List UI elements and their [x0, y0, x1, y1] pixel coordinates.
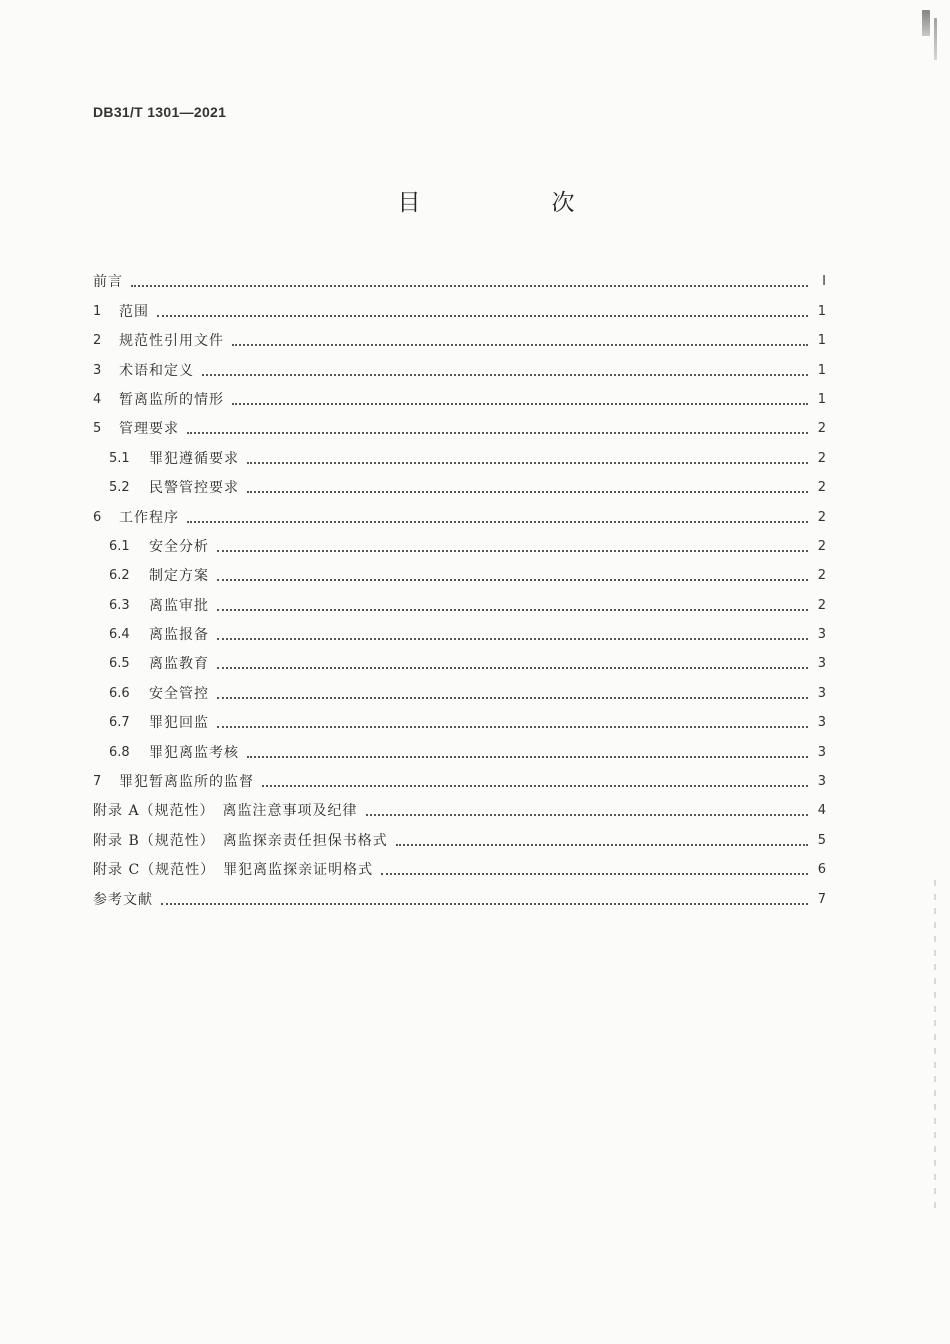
toc-entry[interactable] — [93, 380, 826, 409]
toc-entry[interactable] — [93, 850, 826, 879]
toc-entry[interactable] — [93, 615, 826, 644]
toc-entry-page: 3 — [817, 744, 826, 760]
toc-dot-leader — [217, 608, 808, 611]
toc-entry-label: 范围 — [119, 303, 149, 320]
toc-entry-page: 1 — [817, 303, 826, 319]
toc-entry-number: 6.2 — [109, 568, 130, 584]
toc-entry-label: 离监报备 — [149, 627, 209, 644]
toc-entry-page: 4 — [817, 803, 826, 819]
toc-entry[interactable] — [93, 791, 826, 820]
toc-entry[interactable] — [93, 820, 826, 849]
toc-entry-page: 3 — [817, 685, 826, 701]
toc-entry-page: 5 — [817, 832, 826, 848]
toc-entry-number: 2 — [93, 333, 102, 349]
toc-dot-leader — [247, 755, 808, 758]
toc-entry-label: 民警管控要求 — [149, 480, 239, 497]
toc-dot-leader — [217, 637, 808, 640]
toc-entry-number: 6.5 — [109, 656, 130, 672]
scan-mark — [922, 10, 930, 36]
toc-entry-page: 2 — [817, 480, 826, 496]
toc-entry-page: 2 — [817, 509, 826, 525]
toc-entry-page: Ⅰ — [822, 274, 826, 290]
toc-entry[interactable] — [93, 291, 826, 320]
toc-dot-leader — [187, 520, 808, 523]
toc-entry[interactable] — [93, 409, 826, 438]
toc-dot-leader — [247, 490, 808, 493]
toc-entry-number: 6.3 — [109, 597, 130, 613]
toc-entry-label: 管理要求 — [119, 421, 179, 438]
toc-dot-leader — [187, 431, 808, 434]
toc-entry[interactable] — [93, 497, 826, 526]
toc-entry-number: 6.6 — [109, 685, 130, 701]
toc-entry-page: 3 — [817, 656, 826, 672]
toc-entry-number: 5 — [93, 421, 102, 437]
toc-entry[interactable] — [93, 762, 826, 791]
toc-dot-leader — [262, 784, 808, 787]
toc-entry[interactable] — [93, 350, 826, 379]
toc-dot-leader — [217, 696, 808, 699]
toc-entry-label: 前言 — [93, 274, 123, 291]
toc-dot-leader — [157, 314, 808, 317]
toc-entry[interactable] — [93, 644, 826, 673]
toc-entry-number: 6 — [93, 509, 102, 525]
toc-entry-number: 4 — [93, 391, 102, 407]
toc-entry-number: 6.8 — [109, 744, 130, 760]
toc-entry[interactable] — [93, 556, 826, 585]
toc-entry-label: 附录 C（规范性） 罪犯离监探亲证明格式 — [93, 862, 374, 879]
toc-dot-leader — [366, 813, 808, 816]
toc-entry-number: 5.2 — [109, 480, 130, 496]
toc-entry-page: 2 — [817, 568, 826, 584]
document-code: DB31/T 1301—2021 — [93, 104, 227, 120]
toc-entry-number: 7 — [93, 774, 102, 790]
toc-entry-label: 暂离监所的情形 — [119, 391, 224, 408]
toc-dot-leader — [232, 402, 808, 405]
toc-dot-leader — [161, 902, 808, 905]
toc-entry-number: 6.1 — [109, 538, 130, 554]
toc-entry-page: 1 — [817, 362, 826, 378]
toc-entry-number: 3 — [93, 362, 102, 378]
toc-entry-label: 离监教育 — [149, 656, 209, 673]
toc-entry-label: 制定方案 — [149, 568, 209, 585]
toc-entry-page: 3 — [817, 627, 826, 643]
toc-entry-label: 离监审批 — [149, 597, 209, 614]
toc-dot-leader — [381, 872, 808, 875]
toc-entry[interactable] — [93, 468, 826, 497]
toc-entry-page: 7 — [817, 891, 826, 907]
toc-entry-page: 1 — [817, 391, 826, 407]
toc-entry-number: 6.4 — [109, 627, 130, 643]
toc-entry-label: 安全管控 — [149, 685, 209, 702]
toc-entry[interactable] — [93, 321, 826, 350]
toc-entry-label: 罪犯离监考核 — [149, 744, 239, 761]
toc-entry-page: 2 — [817, 597, 826, 613]
toc-entry[interactable] — [93, 527, 826, 556]
toc-dot-leader — [217, 666, 808, 669]
toc-title: 目 次 — [397, 190, 629, 216]
toc-dot-leader — [217, 549, 808, 552]
toc-entry[interactable] — [93, 673, 826, 702]
scan-mark — [934, 18, 937, 60]
toc-entry[interactable] — [93, 585, 826, 614]
toc-entry-label: 安全分析 — [149, 538, 209, 555]
toc-entry[interactable] — [93, 438, 826, 467]
toc-entry-number: 6.7 — [109, 715, 130, 731]
toc-entry-label: 附录 A（规范性） 离监注意事项及纪律 — [93, 803, 358, 820]
toc-entry-label: 参考文献 — [93, 891, 153, 908]
toc-entry[interactable] — [93, 703, 826, 732]
toc-dot-leader — [396, 843, 808, 846]
toc-dot-leader — [202, 373, 808, 376]
toc-entry-page: 6 — [817, 862, 826, 878]
toc-entry[interactable] — [93, 262, 826, 291]
toc-dot-leader — [217, 578, 808, 581]
toc-dot-leader — [232, 343, 808, 346]
toc-entry-label: 罪犯回监 — [149, 715, 209, 732]
toc-entry-label: 术语和定义 — [119, 362, 194, 379]
toc-entry-page: 2 — [817, 538, 826, 554]
toc-entry-number: 5.1 — [109, 450, 130, 466]
toc-dot-leader — [247, 461, 808, 464]
toc-entry-page: 2 — [817, 421, 826, 437]
toc-entry[interactable] — [93, 879, 826, 908]
toc-entry-page: 2 — [817, 450, 826, 466]
toc-entry-label: 罪犯遵循要求 — [149, 450, 239, 467]
toc-entry-label: 工作程序 — [119, 509, 179, 526]
table-of-contents — [93, 262, 826, 909]
toc-entry-page: 1 — [817, 333, 826, 349]
toc-dot-leader — [217, 725, 808, 728]
toc-entry-number: 1 — [93, 303, 102, 319]
toc-entry[interactable] — [93, 732, 826, 761]
toc-entry-page: 3 — [817, 774, 826, 790]
toc-entry-label: 罪犯暂离监所的监督 — [119, 774, 254, 791]
toc-entry-page: 3 — [817, 715, 826, 731]
toc-entry-label: 附录 B（规范性） 离监探亲责任担保书格式 — [93, 832, 388, 849]
scan-edge — [934, 880, 936, 1210]
toc-entry-label: 规范性引用文件 — [119, 333, 224, 350]
toc-dot-leader — [131, 284, 808, 287]
